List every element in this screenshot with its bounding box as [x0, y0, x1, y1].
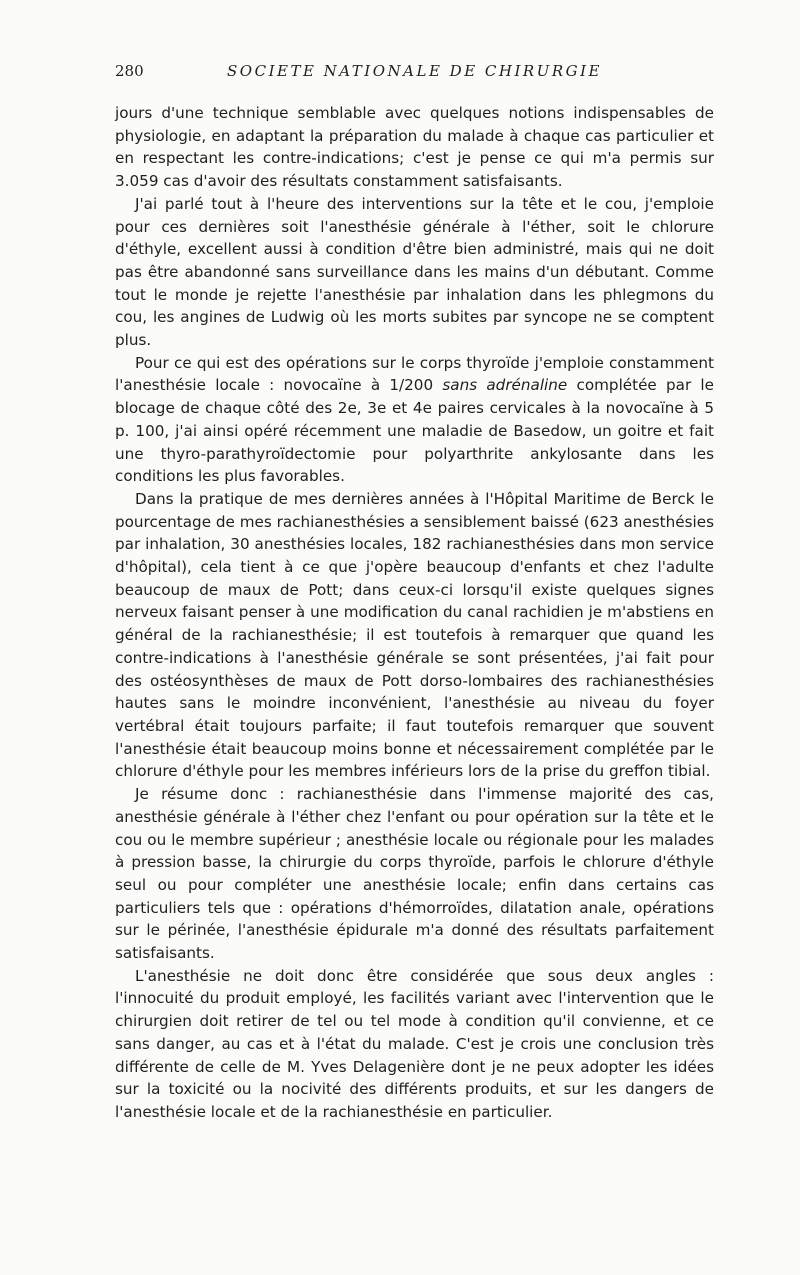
- paragraph-thyroid-end: complétée par le blocage de chaque côté des 2e, 3e et 4e paires cervicales à la novocaïne à 5 p. 100, j'ai ainsi opéré récemment une maladie de Basedow, un goitre et fait une thyro-parathyroïdectomie pour polyarthrite ankylosante dans les conditions les plus favorables.: [115, 376, 714, 486]
- journal-title: SOCIETE NATIONALE DE CHIRURGIE: [227, 62, 602, 80]
- page-number: 280: [115, 62, 144, 80]
- paragraph-thyroid: [115, 352, 714, 488]
- paragraph-head-and-neck: J'ai parlé tout à l'heure des interventions sur la tête et le cou, j'emploie pour ces dernières soit l'anesthésie générale à l'éther, soit le chlorure d'éthyle, excellent aussi à condition d'être bien administré, mais qui ne doit pas être abandonné sans surveillance dans les mains d'un débutant. Comme tout le monde je rejette l'anesthésie par inhalation dans les phlegmons du cou, les angines de Ludwig où les morts subites par syncope ne se comptent plus.: [115, 194, 714, 350]
- italic-sans-adrenaline: sans adrénaline: [442, 376, 568, 395]
- paragraph-summary: Je résume donc : rachianesthésie dans l'immense majorité des cas, anesthésie générale à l'éther chez l'enfant ou pour opération sur la tête et le cou ou le membre supérieur ; anesthésie locale ou régionale pour les malades à pression basse, la chirurgie du corps thyroïde, parfois le chlorure d'éthyle seul ou pour compléter une anesthésie locale; enfin dans certains cas particuliers tels que : opérations d'hémorroïdes, dilatation anale, opérations sur le périnée, l'anesthésie épidurale m'a donné des résultats parfaitement satisfaisants.: [115, 785, 714, 963]
- paragraph-continuation: jours d'une technique semblable avec quelques notions indispensables de physiologie, en adaptant la préparation du malade à chaque cas particulier et en respectant les contre-indications; c'est je pense ce qui m'a permis sur 3.059 cas d'avoir des résultats constamment satisfaisants.: [115, 104, 714, 191]
- running-header: [115, 62, 714, 88]
- paragraph-thyroid-start: Pour ce qui est des opérations sur le corps thyroïde j'emploie constamment l'anesthésie locale : novocaïne à 1/200: [115, 353, 714, 395]
- article-body: [115, 102, 714, 1124]
- paragraph-conclusion: L'anesthésie ne doit donc être considérée que sous deux angles : l'innocuité du produit employé, les facilités variant avec l'intervention que le chirurgien doit retirer de tel ou tel mode à condition qu'il convienne, et ce sans danger, au cas et à l'état du malade. C'est je crois une conclusion très différente de celle de M. Yves Delagenière dont je ne peux adopter les idées sur la toxicité ou la nocivité des différents produits, et sur les dangers de l'anesthésie locale et de la rachianesthésie en particulier.: [115, 966, 714, 1121]
- paragraph-berck-practice: Dans la pratique de mes dernières années à l'Hôpital Maritime de Berck le pourcentage de mes rachianesthésies a sensiblement baissé (623 anesthésies par inhalation, 30 anesthésies locales, 182 rachianesthésies dans mon service d'hôpital), cela tient à ce que j'opère beaucoup d'enfants et chez l'adulte beaucoup de maux de Pott; dans ceux-ci lorsqu'il existe quelques signes nerveux faisant penser à une modification du canal rachidien je m'abstiens en général de la rachianesthésie; il est toutefois à remarquer que quand les contre-indications à l'anesthésie générale se sont présentées, j'ai fait pour des ostéosynthèses de maux de Pott dorso-lombaires des rachianesthésies hautes sans le moindre inconvénient, l'anesthésie au niveau du foyer vertébral était toujours parfaite; il faut toutefois remarquer que souvent l'anesthésie était beaucoup moins bonne et nécessairement complétée par le chlorure d'éthyle pour les membres inférieurs lors de la prise du greffon tibial.: [115, 489, 714, 781]
